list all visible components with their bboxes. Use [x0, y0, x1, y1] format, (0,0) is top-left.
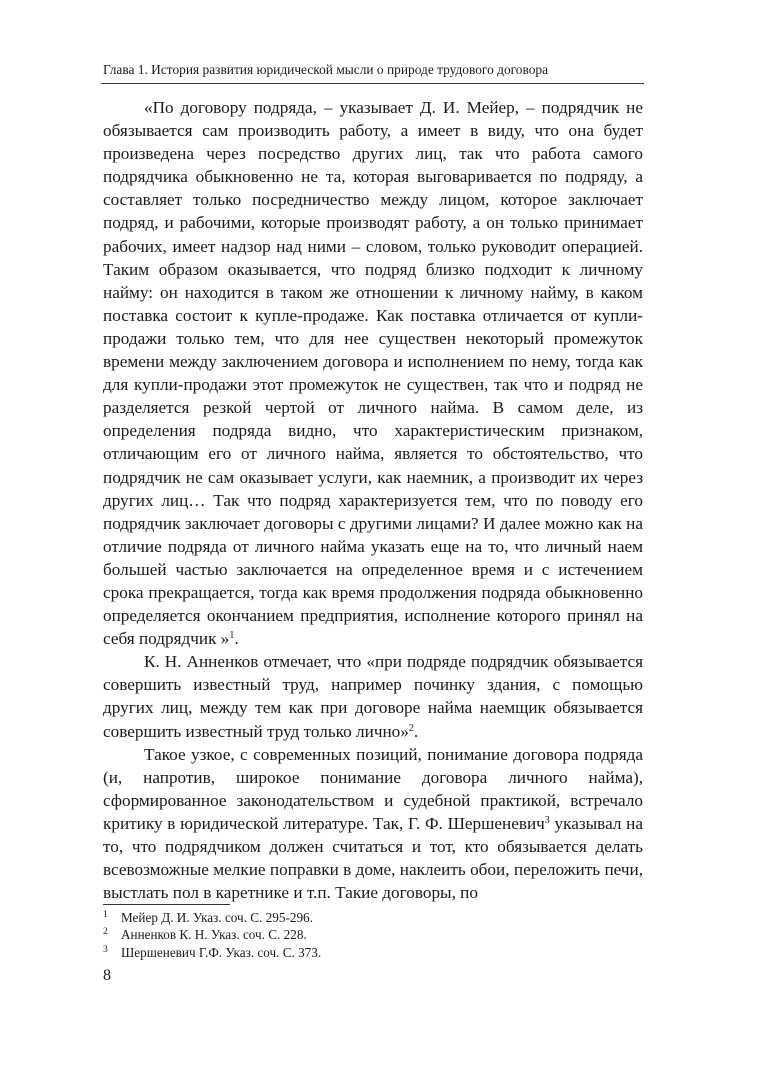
footnote-text: Шершеневич Г.Ф. Указ. соч. С. 373.: [121, 944, 322, 960]
footnote-number: 2: [103, 927, 108, 938]
paragraph-text: К. Н. Анненков отмечает, что «при подряде подрядчик обязывается совершить известный труд, например починку здания, с помощью других лиц, между тем как при договоре найма наемщик обязывается совершить известный труд только лично»: [103, 652, 643, 741]
footnote-number: 1: [103, 910, 108, 920]
page-number: 8: [103, 967, 111, 984]
footnote-rule: [103, 904, 230, 905]
footnote-ref-1[interactable]: 1: [229, 630, 235, 642]
footnote-3: [103, 944, 643, 961]
footnote-1: [103, 909, 643, 926]
paragraph-text-continued: указывал на то, что подрядчиком должен считаться и тот, кто обязывается делать всевозможные мелкие поправки в доме, наклеить обои, переложить печи, выстлать пол в каретнике и т.п. Такие договоры, по: [103, 813, 643, 903]
paragraph-annenkov: [103, 650, 643, 742]
paragraph-shershenevich: [103, 743, 643, 905]
paragraph-text: Такое узкое, с современных позиций, понимание договора подряда (и, напротив, широкое понимание договора личного найма), сформированное законодательством и судебной практикой, встречало критику в юридической литературе. Так, Г. Ф. Шершеневич: [103, 744, 643, 833]
paragraph-text: «По договору подряда, – указывает Д. И. Мейер, – подрядчик не обязывается сам производить работу, а имеет в виду, что она будет произведена через посредство других лиц, так что работа самого подрядчика обыкновенно не та, которая выговаривается по подряду, а составляет только посредничество между лицом, которое заключает подряд, и рабочими, которые производят работу, а он только принимает рабочих, имеет надзор над ними – словом, только руководит операцией. Таким образом оказывается, что подряд близко подходит к личному найму: он находится в таком же отношении к личному найму, в каком поставка состоит к купле-продаже. Как поставка отличается от купли-продажи только тем, что для нее существен некоторый промежуток времени между заключением договора и исполнением по нему, тогда как для купли-продажи этот промежуток не существен, так что и подряд не разделяется резкой чертой от личного найма. В самом деле, из определения подряда видно, что характеристическим признаком, отличающим его от личного найма, является то обстоятельство, что подрядчик не сам оказывает услуги, как наемник, а производит их через других лиц… Так что подряд характеризуется тем, что по поводу его подрядчик заключает договоры с другими лицами? И далее можно как на отличие подряда от личного найма указать еще на то, что личный наем большей частью заключается на определенное время и с истечением срока прекращается, тогда как время продолжения подряда обыкновенно определяется окончанием предприятия, исполнение которого принял на себя подрядчик »: [103, 98, 643, 649]
running-header: Глава 1. История развития юридической мысли о природе трудового договора: [103, 62, 549, 77]
footnote-text: Мейер Д. И. Указ. соч. С. 295-296.: [121, 910, 313, 925]
footnote-2: [103, 926, 643, 943]
paragraph-meyer-quote: [103, 96, 643, 650]
paragraph-end: .: [413, 721, 419, 741]
footnote-text: Анненков К. Н. Указ. соч. С. 228.: [121, 927, 307, 943]
footnote-ref-3[interactable]: 3: [544, 814, 550, 826]
footnotes: [103, 909, 643, 961]
main-text: [103, 96, 643, 904]
footnote-ref-2[interactable]: 2: [408, 722, 414, 734]
footnote-number: 3: [103, 944, 108, 955]
paragraph-end: .: [234, 629, 239, 649]
header-rule: [101, 83, 644, 84]
